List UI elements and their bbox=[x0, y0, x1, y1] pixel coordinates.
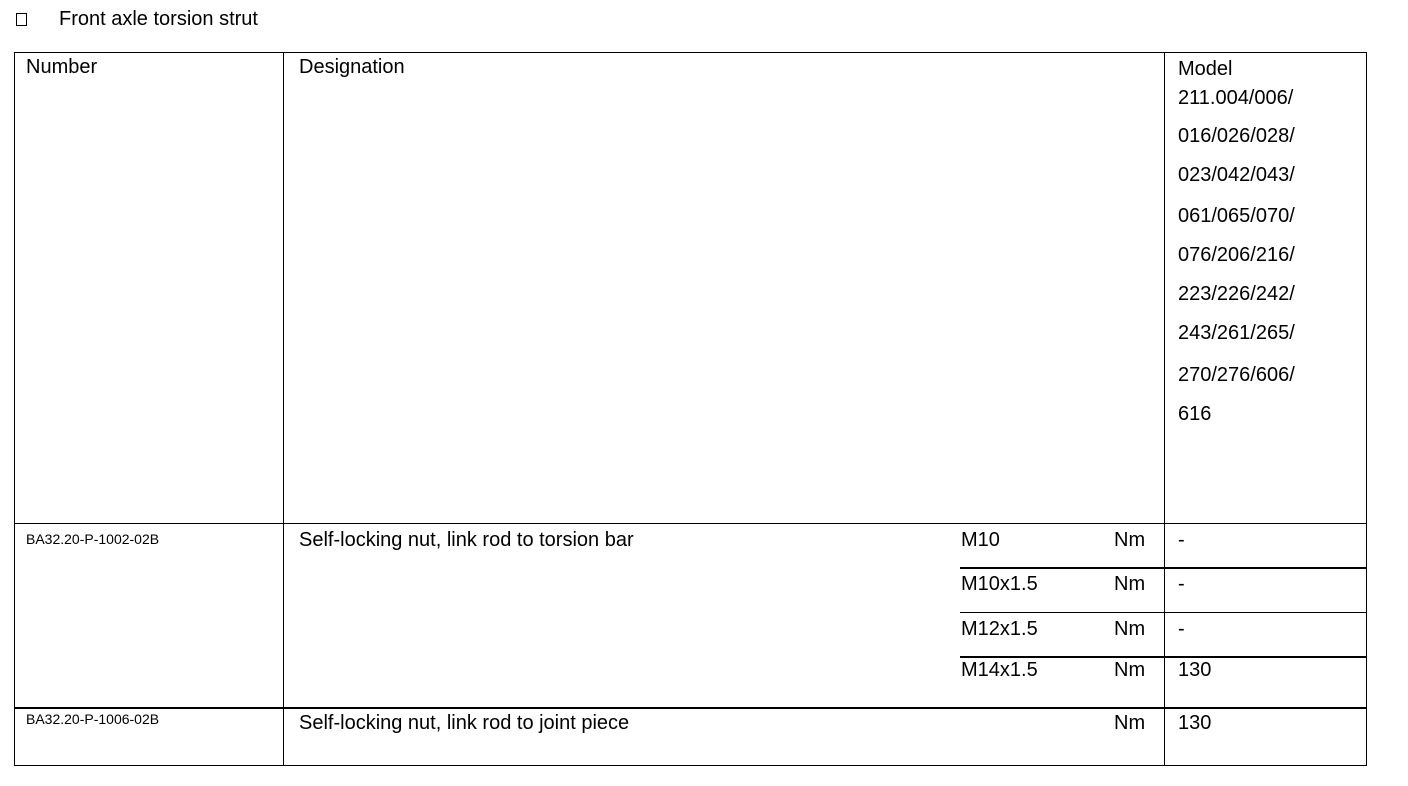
unit: Nm bbox=[1114, 618, 1146, 640]
model-line: 076/206/216/ bbox=[1178, 244, 1295, 266]
part-number[interactable]: BA32.20-P-1006-02B bbox=[26, 711, 160, 727]
part-number[interactable]: BA32.20-P-1002-02B bbox=[26, 531, 160, 547]
torque-value: - bbox=[1178, 618, 1185, 640]
model-line: 616 bbox=[1178, 403, 1212, 425]
thread-size: M14x1.5 bbox=[961, 659, 1038, 681]
unit: Nm bbox=[1114, 659, 1146, 681]
header-model: Model bbox=[1178, 58, 1233, 80]
torque-value: 130 bbox=[1178, 712, 1212, 734]
column-divider-number bbox=[283, 52, 284, 766]
header-designation: Designation bbox=[299, 56, 405, 78]
thread-size: M10x1.5 bbox=[961, 573, 1038, 595]
column-divider-model bbox=[1164, 52, 1165, 766]
subrow-divider-2 bbox=[960, 612, 1367, 613]
designation: Self-locking nut, link rod to torsion bar bbox=[299, 529, 634, 551]
model-line: 243/261/265/ bbox=[1178, 322, 1295, 344]
unit: Nm bbox=[1114, 712, 1146, 734]
subrow-divider-1 bbox=[960, 567, 1367, 569]
section-title: Front axle torsion strut bbox=[59, 8, 258, 30]
model-line: 016/026/028/ bbox=[1178, 125, 1295, 147]
row-divider-header bbox=[14, 523, 1367, 524]
thread-size: M12x1.5 bbox=[961, 618, 1038, 640]
thread-size: M10 bbox=[961, 529, 1000, 551]
torque-value: - bbox=[1178, 573, 1185, 595]
model-line: 023/042/043/ bbox=[1178, 164, 1295, 186]
unit: Nm bbox=[1114, 529, 1146, 551]
model-line: 061/065/070/ bbox=[1178, 205, 1295, 227]
header-number: Number bbox=[26, 56, 98, 78]
torque-value: 130 bbox=[1178, 659, 1212, 681]
torque-value: - bbox=[1178, 529, 1185, 551]
model-line: 211.004/006/ bbox=[1178, 87, 1294, 109]
designation: Self-locking nut, link rod to joint piece bbox=[299, 712, 630, 734]
model-line: 223/226/242/ bbox=[1178, 283, 1295, 305]
model-line: 270/276/606/ bbox=[1178, 364, 1295, 386]
row-divider-1 bbox=[14, 707, 1367, 709]
square-bullet-icon bbox=[16, 13, 27, 26]
unit: Nm bbox=[1114, 573, 1146, 595]
subrow-divider-3 bbox=[960, 656, 1367, 658]
